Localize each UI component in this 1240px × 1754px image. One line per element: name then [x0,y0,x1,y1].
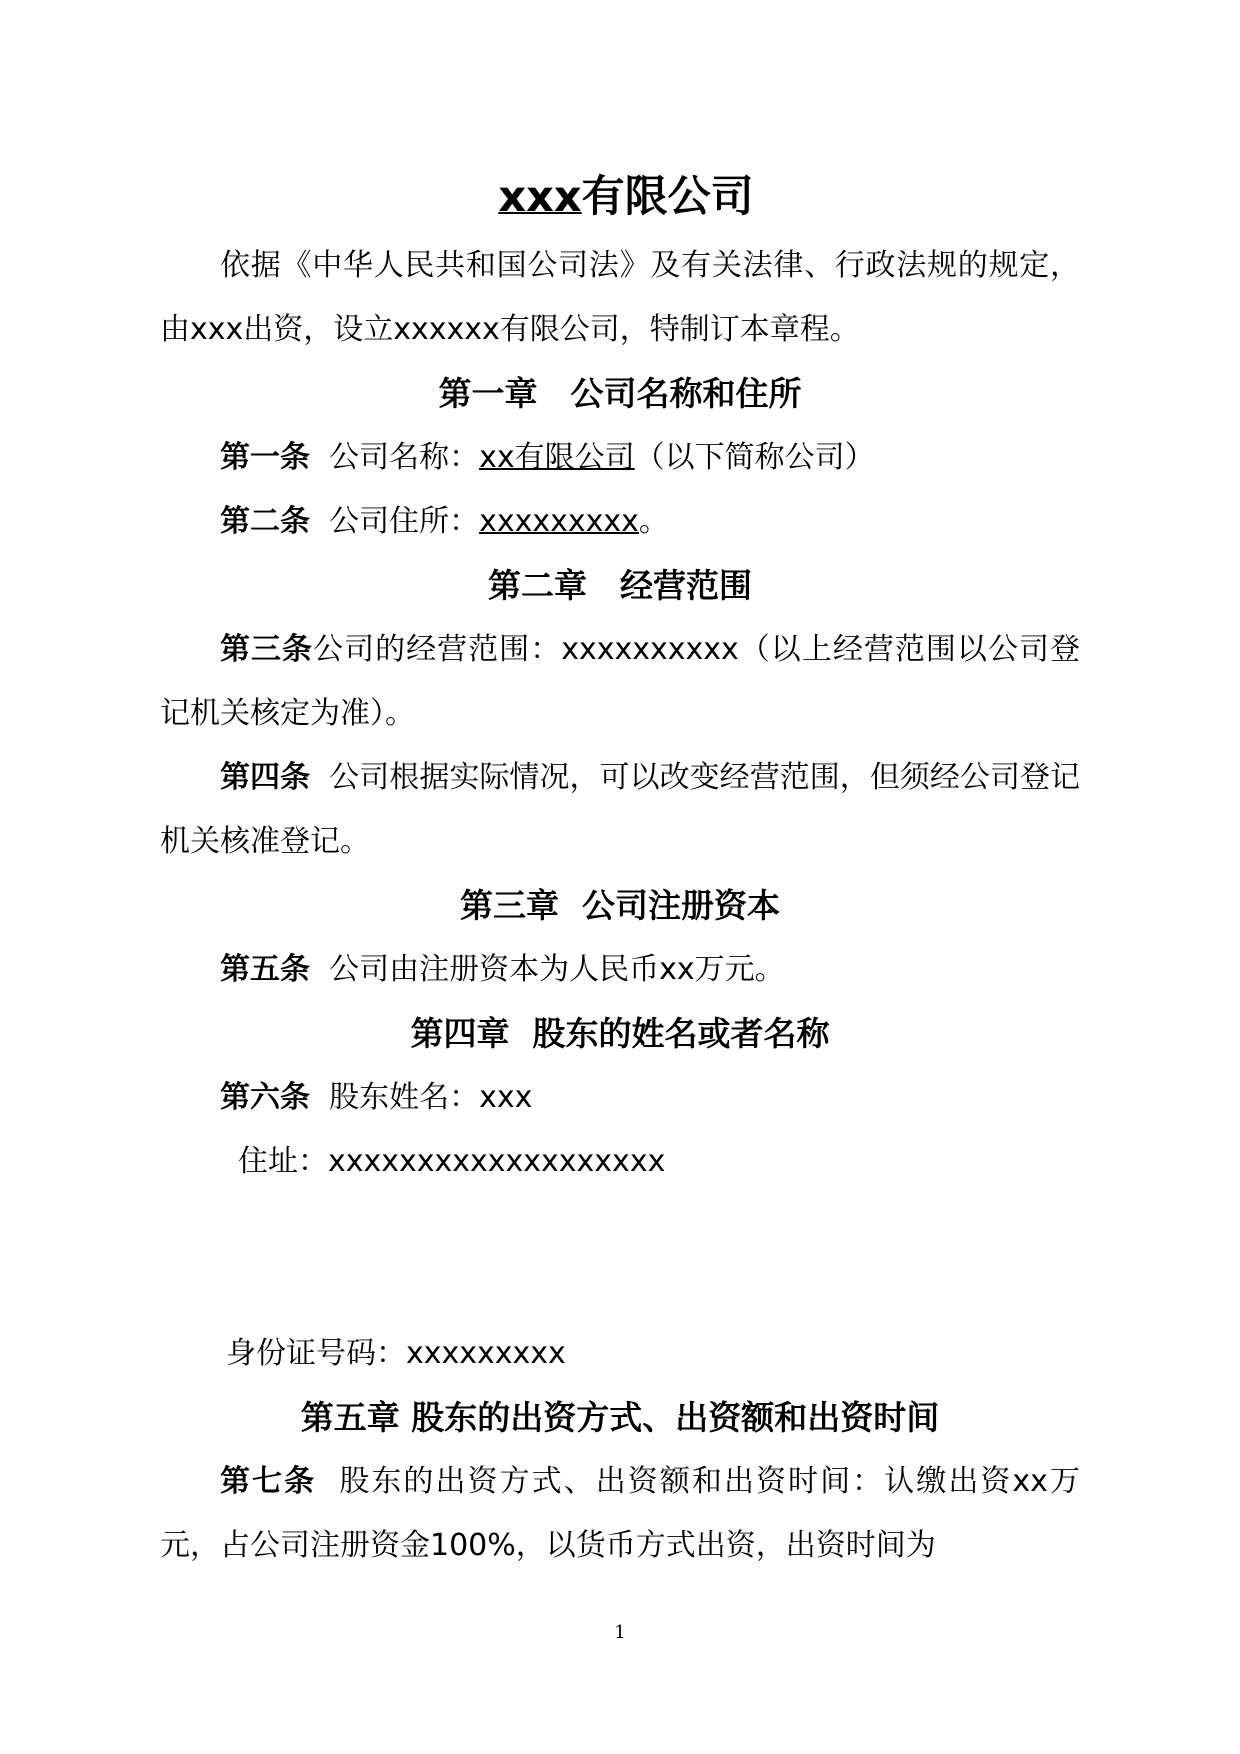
article-7-text: 股东的出资方式、出资额和出资时间：认缴出资xx万元，占公司注册资金100%，以货币方式出资，出资时间为 [160,1464,1080,1563]
chapter-4-heading: 第四章 股东的姓名或者名称 [410,1014,830,1053]
article-3 [160,618,1080,746]
article-2 [160,490,1080,554]
shareholder-id-number: 身份证号码：xxxxxxxxx [226,1336,566,1371]
article-1-label: 第一条 [220,440,310,475]
article-1-suffix: （以下简称公司） [634,440,875,475]
article-5-text: 公司由注册资本为人民币xx万元。 [310,952,785,987]
document-title [160,160,1080,234]
article-6 [160,1066,1080,1130]
article-3-text: 公司的经营范围：xxxxxxxxxx（以上经营范围以公司登记机关核定为准）。 [160,632,1080,731]
article-5 [160,938,1080,1002]
article-7 [160,1450,1080,1578]
article-1-company-name: xx有限公司 [479,440,635,475]
article-1 [160,426,1080,490]
article-2-address: xxxxxxxxx [479,504,639,539]
article-5-label: 第五条 [220,952,310,987]
article-7-label: 第七条 [220,1464,317,1499]
chapter-5-heading: 第五章 股东的出资方式、出资额和出资时间 [300,1398,940,1437]
article-2-prefix: 公司住所： [310,504,480,539]
article-4 [160,746,1080,874]
chapter-2-heading: 第二章 经营范围 [488,566,752,605]
title-suffix: 有限公司 [581,172,754,222]
shareholder-address: 住址：xxxxxxxxxxxxxxxxxxx [238,1144,666,1179]
chapter-1-heading: 第一章 公司名称和住所 [438,374,802,413]
article-3-label: 第三条 [220,632,314,667]
intro-paragraph: 依据《中华人民共和国公司法》及有关法律、行政法规的规定，由xxx出资，设立xxxxxx有限公司，特制订本章程。 [160,248,1080,347]
page-number: 1 [614,1622,626,1643]
blank-space [160,1194,1080,1322]
article-2-suffix: 。 [638,504,669,539]
article-2-label: 第二条 [220,504,310,539]
company-name-placeholder: xxx [498,172,582,222]
article-4-text: 公司根据实际情况，可以改变经营范围，但须经公司登记机关核准登记。 [160,760,1081,859]
article-1-prefix: 公司名称： [310,440,480,475]
article-6-label: 第六条 [220,1080,310,1115]
article-4-label: 第四条 [220,760,311,795]
article-6-text: 股东姓名：xxx [310,1080,533,1115]
document-body [160,160,1080,1578]
chapter-3-heading: 第三章 公司注册资本 [460,886,780,925]
